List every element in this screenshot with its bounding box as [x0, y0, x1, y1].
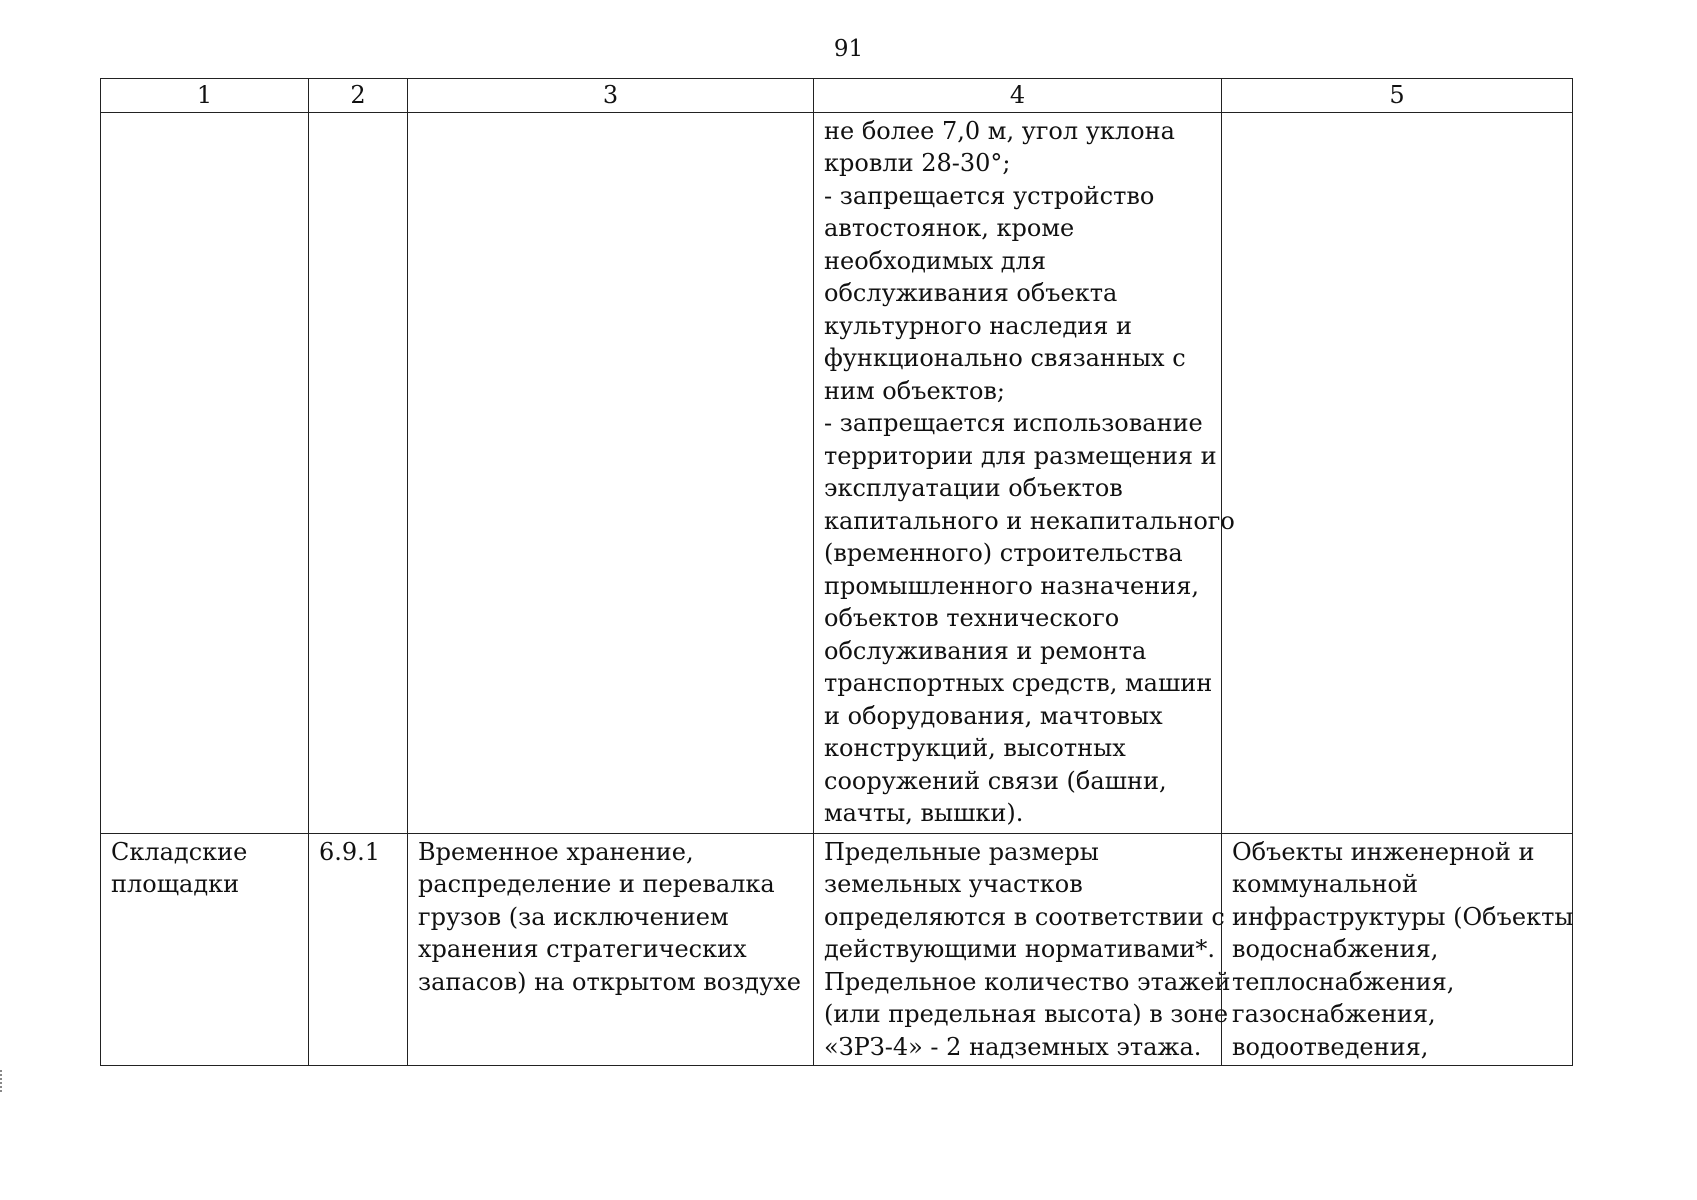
cell-use-type	[101, 112, 309, 833]
table-row	[101, 833, 1573, 1066]
cell-text-line: мачты, вышки).	[824, 799, 1024, 827]
cell-text-line: сооружений связи (башни,	[824, 766, 1167, 795]
cell-text-line: обслуживания и ремонта	[824, 636, 1147, 665]
cell-text-line: определяются в соответствии с	[824, 902, 1225, 931]
table-row	[101, 112, 1573, 833]
header-col-3: 3	[408, 79, 814, 113]
cell-text-line: функционально связанных с	[824, 344, 1186, 372]
cell-use-type	[101, 833, 309, 1066]
cell-text-line: не более 7,0 м, угол уклона	[824, 116, 1175, 145]
page-number: 91	[833, 36, 864, 62]
cell-text-line: обслуживания объекта	[824, 279, 1118, 307]
cell-text-line: действующими нормативами*.	[824, 935, 1215, 963]
cell-text-line: объектов технического	[824, 604, 1120, 632]
cell-text-line: территории для размещения и	[824, 441, 1217, 470]
cell-text-line: теплоснабжения,	[1232, 967, 1455, 996]
cell-text-line: запасов) на открытом воздухе	[418, 967, 801, 996]
cell-text-line: (временного) строительства	[824, 539, 1183, 567]
cell-text-line: Объекты инженерной и	[1232, 837, 1535, 866]
cell-text-line: конструкций, высотных	[824, 734, 1126, 762]
cell-text-line: «ЗРЗ-4» - 2 надземных этажа.	[824, 1032, 1202, 1061]
cell-auxiliary-uses	[1222, 112, 1573, 833]
header-col-1: 1	[101, 79, 309, 113]
cell-text-line: газоснабжения,	[1232, 1000, 1436, 1028]
cell-text-line: капитального и некапитального	[824, 506, 1235, 535]
regulations-table	[100, 78, 1573, 1066]
cell-code	[309, 833, 408, 1066]
cell-text-line: культурного наследия и	[824, 311, 1133, 340]
cell-text-line: Временное хранение,	[418, 837, 694, 866]
cell-text-line: грузов (за исключением	[418, 902, 729, 931]
cell-text-line: транспортных средств, машин	[824, 669, 1213, 697]
cell-text-line: (или предельная высота) в зоне	[824, 1000, 1229, 1028]
cell-text-line: автостоянок, кроме	[824, 214, 1075, 242]
cell-text-line: - запрещается использование	[824, 409, 1203, 437]
cell-description	[408, 833, 814, 1066]
cell-text-line: Предельное количество этажей	[824, 967, 1231, 996]
cell-parameters	[814, 112, 1235, 833]
cell-description	[408, 112, 814, 833]
header-col-2: 2	[309, 79, 408, 113]
cell-code	[309, 112, 408, 833]
cell-text-line: ним объектов;	[824, 376, 1005, 405]
cell-text-line: необходимых для	[824, 246, 1046, 275]
header-col-4: 4	[814, 79, 1222, 113]
cell-text-line: водоотведения,	[1232, 1032, 1429, 1061]
cell-text-line: инфраструктуры (Объекты	[1232, 902, 1574, 931]
cell-text-line: распределение и перевалка	[418, 870, 775, 898]
cell-text-line: Складские	[111, 837, 248, 866]
cell-text-line: и оборудования, мачтовых	[824, 701, 1163, 730]
cell-text-line: кровли 28-30°;	[824, 149, 1011, 177]
cell-auxiliary-uses	[1222, 833, 1573, 1066]
cell-text-line: 6.9.1	[319, 837, 381, 866]
cell-text-line: Предельные размеры	[824, 837, 1099, 866]
cell-text-line: эксплуатации объектов	[824, 474, 1123, 502]
table-header-row	[101, 79, 1573, 113]
cell-text-line: коммунальной	[1232, 870, 1418, 898]
cell-text-line: земельных участков	[824, 870, 1083, 898]
cell-parameters	[814, 833, 1231, 1066]
cell-text-line: площадки	[111, 870, 240, 898]
header-col-5: 5	[1222, 79, 1573, 113]
cell-text-line: - запрещается устройство	[824, 181, 1155, 210]
cell-text-line: хранения стратегических	[418, 935, 747, 963]
cell-text-line: водоснабжения,	[1232, 935, 1439, 963]
scan-artifact	[0, 1070, 4, 1092]
cell-text-line: промышленного назначения,	[824, 571, 1199, 600]
